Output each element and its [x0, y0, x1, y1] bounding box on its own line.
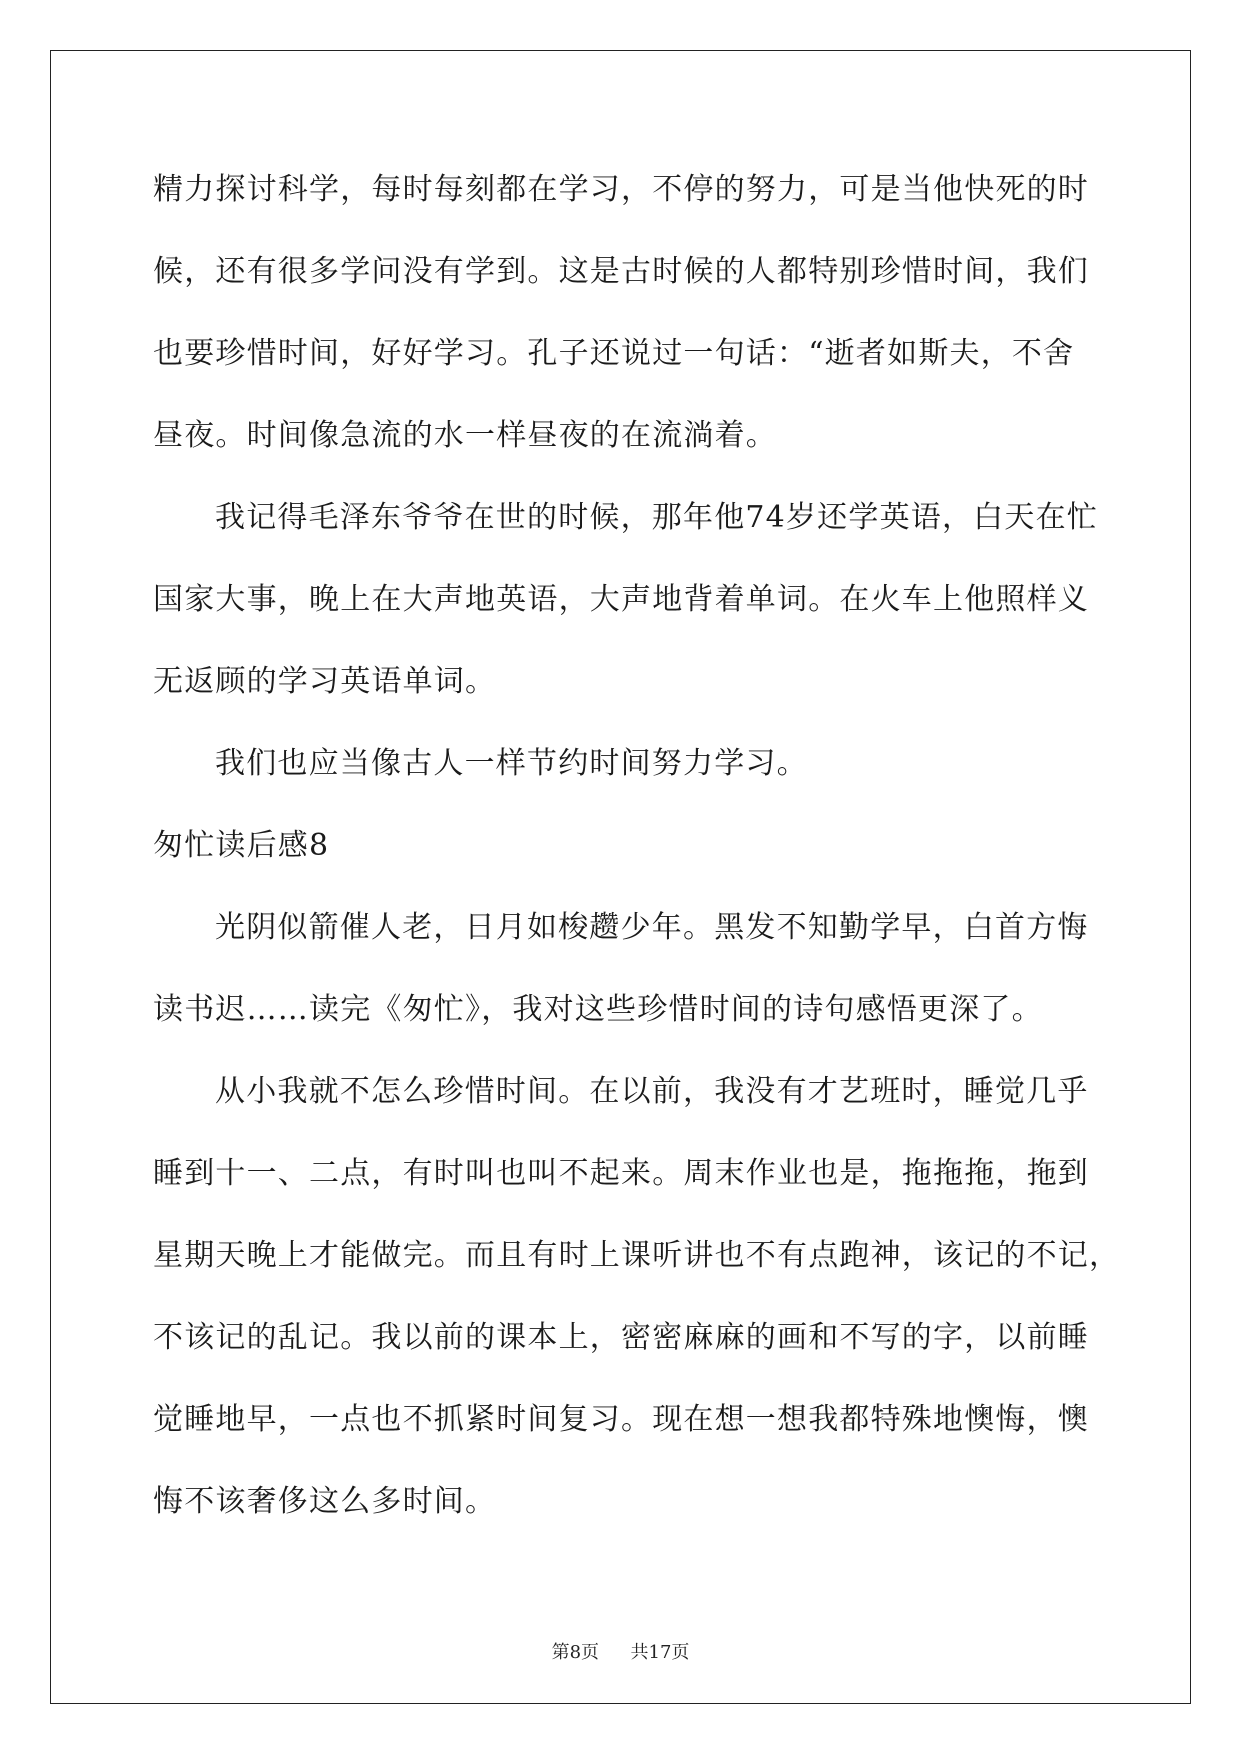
- text-line: 候，还有很多学问没有学到。这是古时候的人都特别珍惜时间，我们: [153, 254, 1089, 289]
- text-line: 睡到十一、二点，有时叫也叫不起来。周末作业也是，拖拖拖，拖到: [153, 1156, 1089, 1191]
- page-total: 共17页: [630, 1642, 690, 1663]
- text-line: 精力探讨科学，每时每刻都在学习，不停的努力，可是当他快死的时: [153, 172, 1089, 207]
- document-body: [153, 162, 1121, 1556]
- text-line: 也要珍惜时间，好好学习。孔子还说过一句话：“逝者如斯夫，不舍: [153, 336, 1075, 371]
- text-line: 我们也应当像古人一样节约时间努力学习。: [215, 746, 808, 781]
- page-footer: [0, 1638, 1241, 1664]
- text-line: 悔不该奢侈这么多时间。: [153, 1484, 497, 1519]
- text-line: 昼夜。时间像急流的水一样昼夜的在流淌着。: [153, 418, 777, 453]
- text-line: 觉睡地早，一点也不抓紧时间复习。现在想一想我都特殊地懊悔，懊: [153, 1402, 1089, 1437]
- text-line: 星期天晚上才能做完。而且有时上课听讲也不有点跑神，该记的不记，: [153, 1238, 1121, 1273]
- text-line: 无返顾的学习英语单词。: [153, 664, 497, 699]
- text-line: 读书迟……读完《匆忙》，我对这些珍惜时间的诗句感悟更深了。: [153, 992, 1043, 1027]
- text-line: 不该记的乱记。我以前的课本上，密密麻麻的画和不写的字，以前睡: [153, 1320, 1089, 1355]
- text-line: 我记得毛泽东爷爷在世的时候，那年他74岁还学英语，白天在忙: [215, 500, 1098, 535]
- text-line: 从小我就不怎么珍惜时间。在以前，我没有才艺班时，睡觉几乎: [215, 1074, 1089, 1109]
- text-line: 光阴似箭催人老，日月如梭趱少年。黑发不知勤学早，白首方悔: [215, 910, 1089, 945]
- text-line: 国家大事，晚上在大声地英语，大声地背着单词。在火车上他照样义: [153, 582, 1089, 617]
- page-number: 第8页: [551, 1642, 600, 1663]
- section-heading: 匆忙读后感8: [153, 828, 330, 863]
